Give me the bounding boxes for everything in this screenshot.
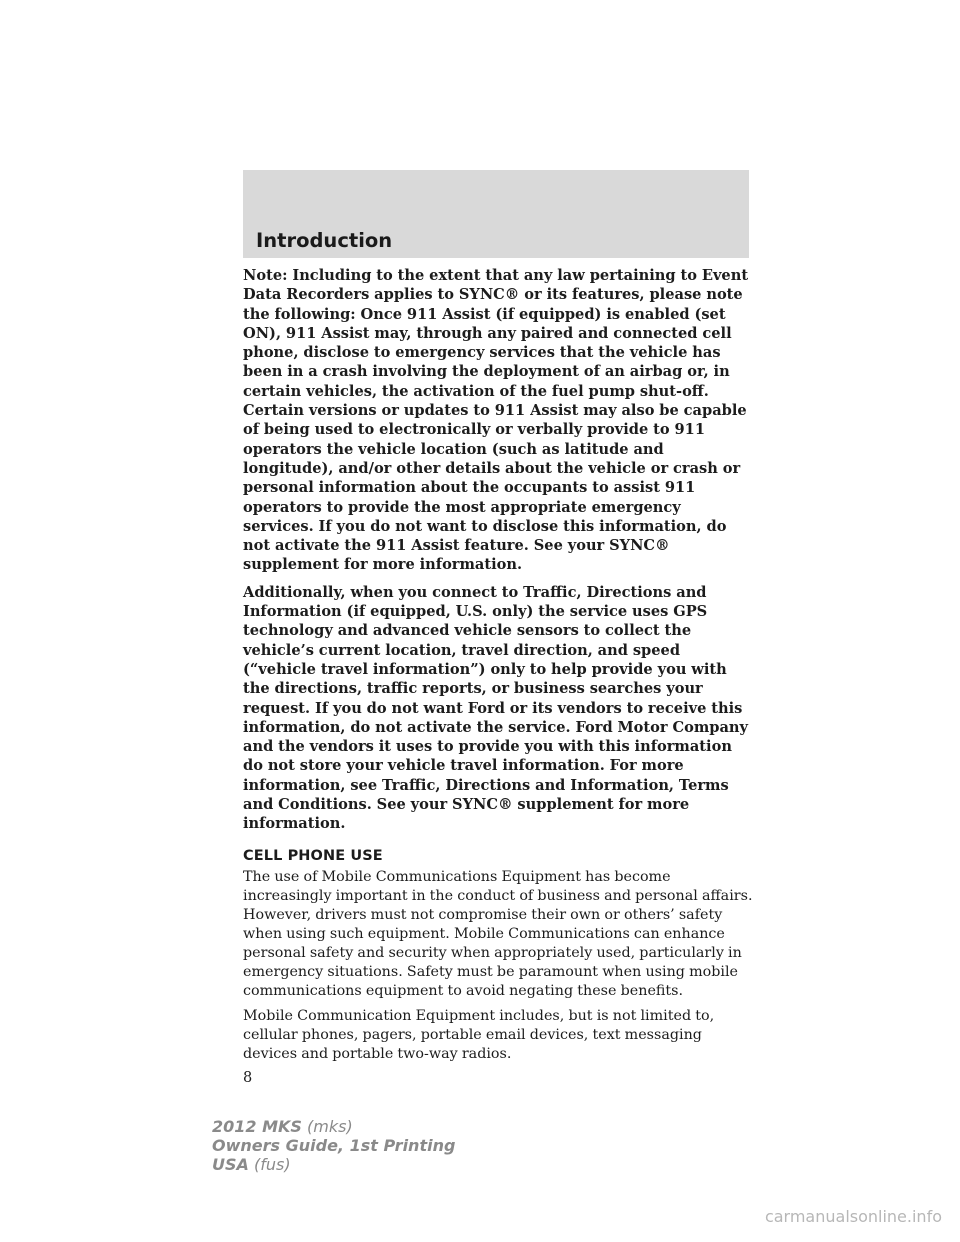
footer-printing: Owners Guide, 1st Printing: [212, 1136, 456, 1155]
note-paragraph-911-assist: Note: Including to the extent that any law pertaining to Event Data Recorders applies to SYNC® or its features, please note the following: Once 911 Assist (if equipped) is enabled (set ON), 911 Assist may, through any paired and connected cell phone, disclose to emergency services that the vehicle has been in a crash involving the deployment of an airbag or, in certain vehicles, the activation of the fuel pump shut-off. Certain versions or updates to 911 Assist may also be capable of being used to electronically or verbally provide to 911 operators the vehicle location (such as latitude and longitude), and/or other details about the vehicle or crash or personal information about the occupants to assist 911 operators to provide the most appropriate emergency services. If you do not want to disclose this information, do not activate the 911 Assist feature. See your SYNC® supplement for more information.: [243, 267, 749, 574]
body-paragraph-equipment-list: Mobile Communication Equipment includes, but is not limited to, cellular phones, pagers, portable email devices, text messaging devices and portable two-way radios.: [243, 1007, 715, 1062]
footer-region: USA: [212, 1155, 249, 1174]
section-header-band: [243, 170, 749, 258]
footer-model: 2012 MKS: [212, 1117, 302, 1136]
page-number: 8: [243, 1069, 253, 1086]
footer-line-model: [212, 1117, 455, 1136]
body-paragraph-mobile-communications: The use of Mobile Communications Equipment has become increasingly important in the conduct of business and personal affairs. However, drivers must not compromise their own or others’ safety when using such equipment. Mobile Communications can enhance personal safety and security when appropriately used, particularly in emergency situations. Safety must be paramount when using mobile communications equipment to avoid negating these benefits.: [243, 868, 753, 999]
footer-model-code: (mks): [307, 1117, 353, 1136]
watermark: carmanualsonline.info: [764, 1207, 942, 1226]
note-paragraph-traffic-directions: Additionally, when you connect to Traffic, Directions and Information (if equipped, U.S. only) the service uses GPS technology and advanced vehicle sensors to collect the vehicle’s current location, travel direction, and speed (“vehicle travel information”) only to help provide you with the directions, traffic reports, or business searches your request. If you do not want Ford or its vendors to receive this information, do not activate the service. Ford Motor Company and the vendors it uses to provide you with this information do not store your vehicle travel information. For more information, see Traffic, Directions and Information, Terms and Conditions. See your SYNC® supplement for more information.: [243, 583, 749, 833]
section-title: Introduction: [256, 229, 393, 252]
page-content: [243, 266, 753, 1086]
section-heading-cell-phone-use: CELL PHONE USE: [243, 847, 383, 864]
print-footer: [212, 1117, 455, 1174]
footer-line-region: [212, 1155, 455, 1174]
footer-region-code: (fus): [254, 1155, 291, 1174]
